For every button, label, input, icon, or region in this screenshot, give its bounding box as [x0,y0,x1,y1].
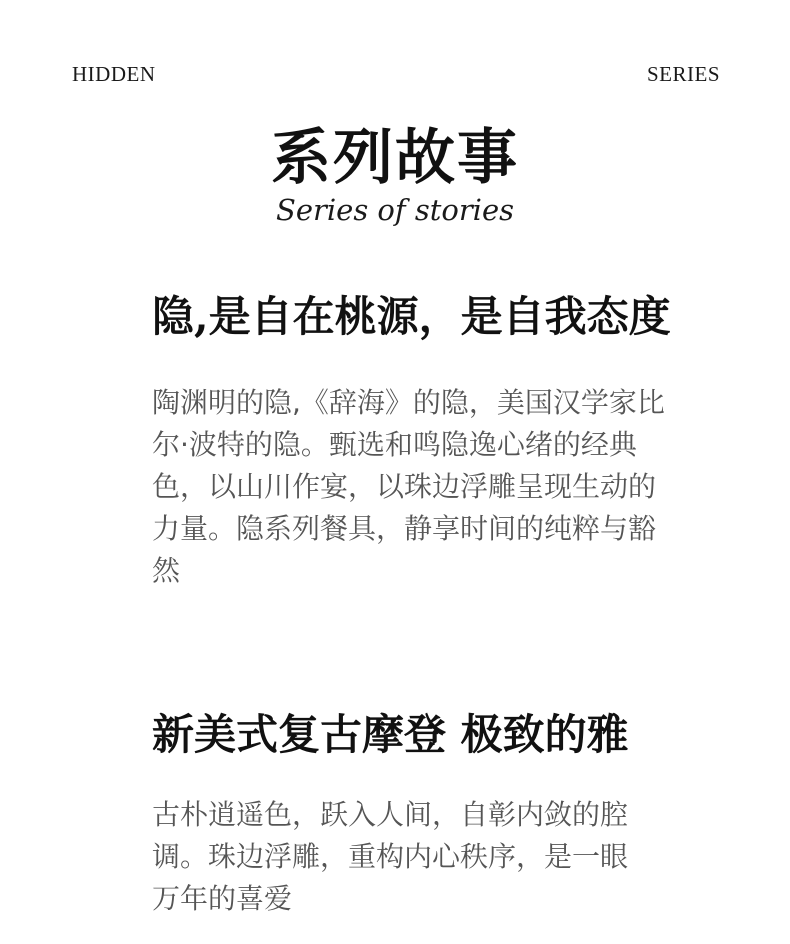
page-title: 系列故事 [271,123,519,193]
section-heading: 新美式复古摩登 极致的雅 [152,710,629,759]
story-section-hidden [152,292,712,592]
page-subtitle-script: Series of stories [275,193,515,227]
section-body: 陶渊明的隐,《辞海》的隐，美国汉学家比尔·波特的隐。甄选和鸣隐逸心绪的经典色，以山川作宴，以珠边浮雕呈现生动的力量。隐系列餐具，静享时间的纯粹与豁然 [152,386,665,588]
section-heading: 隐,是自在桃源，是自我态度 [152,292,671,341]
header-right-label: SERIES [646,62,720,86]
header-left-label: HIDDEN [72,62,156,86]
story-section-modern [152,710,712,920]
section-body: 古朴逍遥色，跃入人间，自彰内敛的腔调。珠边浮雕，重构内心秩序，是一眼万年的喜爱 [152,798,629,916]
